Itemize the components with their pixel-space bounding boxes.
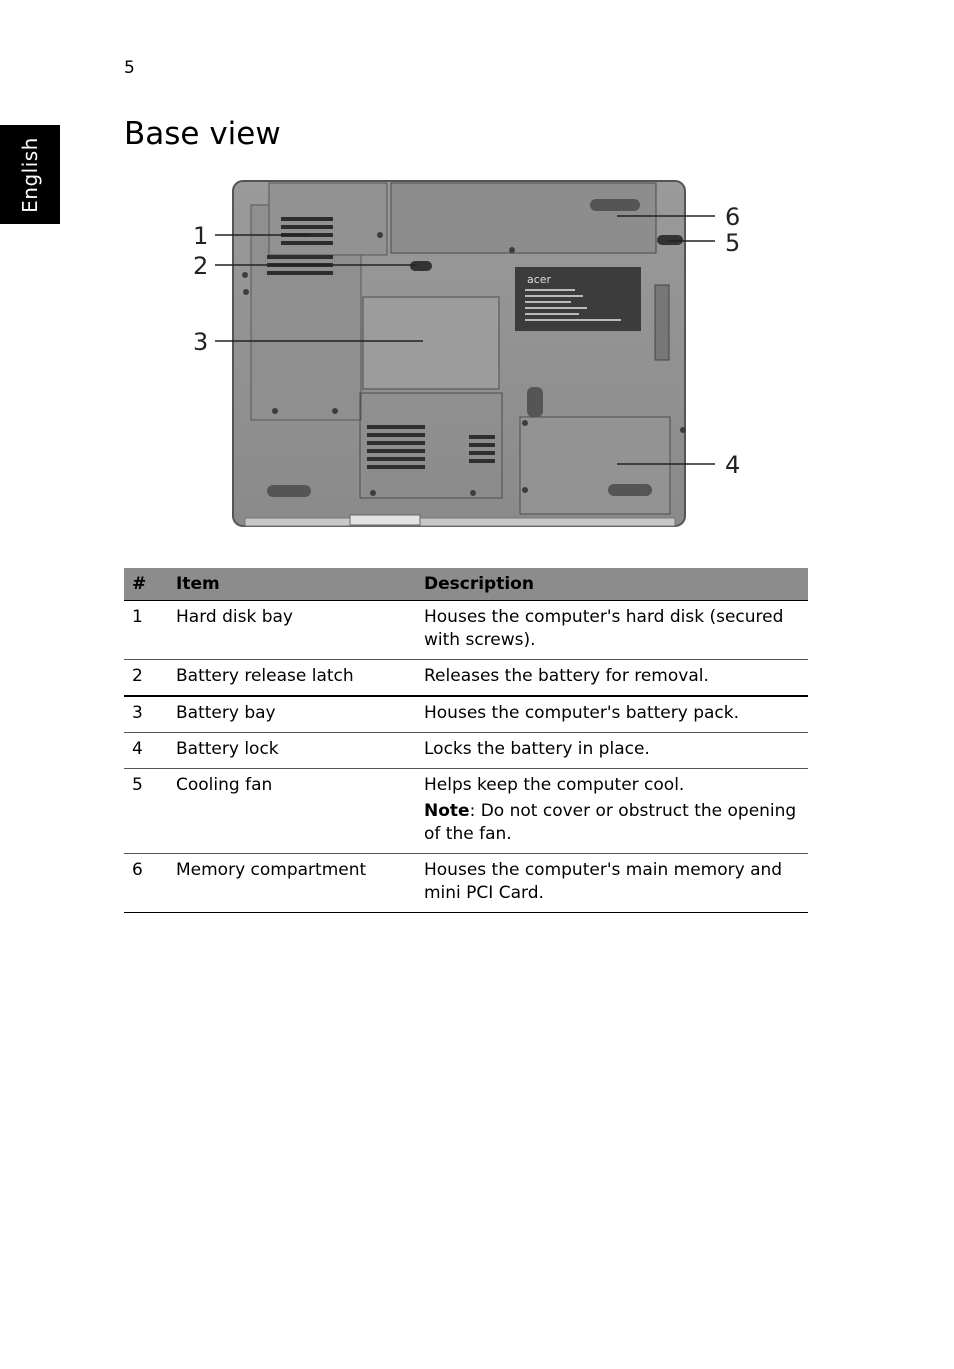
table-row — [124, 733, 808, 769]
row-item: Cooling fan — [168, 769, 416, 854]
row-note — [424, 800, 800, 846]
battery-lock-switch — [657, 235, 683, 245]
row-number: 6 — [124, 854, 168, 913]
center-screw-plate — [527, 387, 543, 417]
front-latch — [350, 515, 420, 525]
header-item: Item — [168, 568, 416, 601]
callout-2: 2 — [193, 252, 209, 280]
center-compartment — [363, 297, 499, 389]
callout-6: 6 — [725, 203, 741, 231]
header-number: # — [124, 568, 168, 601]
table-header-row — [124, 568, 808, 601]
callout-1: 1 — [193, 222, 209, 250]
callout-5: 5 — [725, 229, 741, 257]
label-brand-text: acer — [527, 273, 552, 286]
row-number: 4 — [124, 733, 168, 769]
callout-4: 4 — [725, 451, 741, 479]
row-item: Battery release latch — [168, 660, 416, 697]
row-item: Memory compartment — [168, 854, 416, 913]
page-number: 5 — [124, 58, 135, 78]
table-row — [124, 660, 808, 697]
row-description: Releases the battery for removal. — [416, 660, 808, 697]
table-row — [124, 769, 808, 854]
row-description: Locks the battery in place. — [416, 733, 808, 769]
battery-grip — [590, 199, 640, 211]
row-item: Battery lock — [168, 733, 416, 769]
lower-left-grip — [267, 485, 311, 497]
row-number: 3 — [124, 696, 168, 733]
battery-release-latch — [410, 261, 432, 271]
table-row — [124, 696, 808, 733]
language-tab — [0, 125, 60, 224]
memory-compartment-cover — [520, 417, 670, 514]
base-view-table — [124, 568, 808, 913]
table-row — [124, 601, 808, 660]
side-slot — [655, 285, 669, 360]
language-tab-label: English — [18, 136, 42, 213]
table-row — [124, 854, 808, 913]
row-description: Helps keep the computer cool. Note: Do not cover or obstruct the opening of the fan. — [416, 769, 808, 854]
front-edge — [245, 518, 675, 526]
row-description: Houses the computer's hard disk (secured with screws). — [416, 601, 808, 660]
battery — [391, 183, 656, 253]
row-number: 5 — [124, 769, 168, 854]
page-title: Base view — [124, 116, 281, 152]
header-description: Description — [416, 568, 808, 601]
row-number: 1 — [124, 601, 168, 660]
row-item: Hard disk bay — [168, 601, 416, 660]
row-description: Houses the computer's battery pack. — [416, 696, 808, 733]
laptop-base-figure — [185, 175, 755, 535]
note-label: Note — [424, 801, 470, 821]
callout-3: 3 — [193, 328, 209, 356]
lower-right-grip — [608, 484, 652, 496]
laptop-base-illustration — [185, 175, 755, 535]
row-description: Houses the computer's main memory and mini PCI Card. — [416, 854, 808, 913]
row-item: Battery bay — [168, 696, 416, 733]
note-text: : Do not cover or obstruct the opening of the fan. — [424, 801, 797, 844]
row-number: 2 — [124, 660, 168, 697]
